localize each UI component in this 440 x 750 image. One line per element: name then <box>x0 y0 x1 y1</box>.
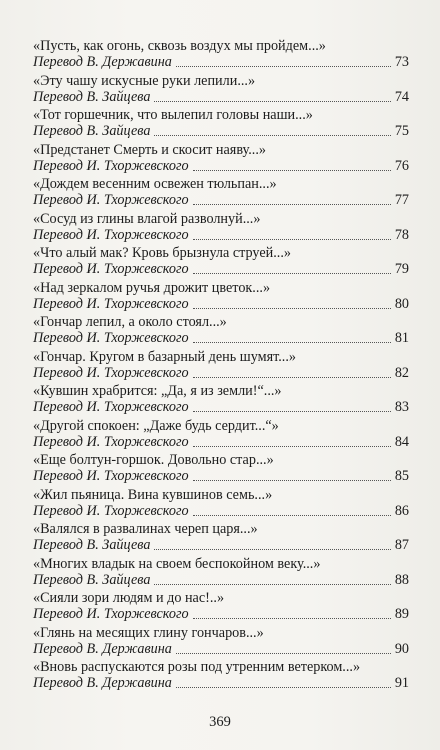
entry-page-number: 80 <box>394 295 409 312</box>
poem-first-line: «Многих владык на своем беспокойном веку...» <box>33 555 321 572</box>
dot-leader <box>154 134 390 136</box>
page-number: 369 <box>209 714 231 730</box>
translator-line <box>33 503 409 519</box>
translator-line <box>33 192 409 208</box>
entry-page-number: 77 <box>394 192 409 208</box>
toc-entry <box>33 314 409 349</box>
toc-entry <box>33 590 409 625</box>
toc-entry <box>33 625 409 660</box>
translator-credit: Перевод И. Тхоржевского <box>33 261 189 277</box>
entry-page-number: 82 <box>394 364 409 381</box>
translator-line <box>33 537 409 553</box>
toc-entry <box>33 211 409 246</box>
toc-entry <box>33 280 409 315</box>
entry-page-number: 81 <box>394 330 409 346</box>
toc-entry <box>33 487 409 522</box>
poem-first-line: «Сосуд из глины влагой разволнуй...» <box>33 210 261 227</box>
dot-leader <box>193 445 391 447</box>
toc-entry <box>33 107 409 142</box>
translator-credit: Перевод В. Зайцева <box>33 571 151 588</box>
toc-entry <box>33 418 409 453</box>
entry-page-number: 85 <box>394 468 409 484</box>
poem-first-line: «Гончар лепил, а около стоял...» <box>33 314 227 330</box>
toc-entry <box>33 556 409 591</box>
translator-credit: Перевод И. Тхоржевского <box>33 364 189 381</box>
translator-credit: Перевод И. Тхоржевского <box>33 399 189 415</box>
dot-leader <box>193 307 391 309</box>
translator-line <box>33 158 409 174</box>
dot-leader <box>193 376 391 378</box>
poem-first-line: «Пусть, как огонь, сквозь воздух мы пройдем...» <box>33 38 326 54</box>
translator-line <box>33 227 409 243</box>
dot-leader <box>193 410 391 412</box>
poem-first-line: «Жил пьяница. Вина кувшинов семь...» <box>33 486 273 503</box>
poem-first-line: «Предстанет Смерть и скосит наяву...» <box>33 141 266 158</box>
poem-first-line: «Еще болтун-горшок. Довольно стар...» <box>33 452 274 468</box>
entry-page-number: 79 <box>394 261 409 277</box>
dot-leader <box>193 203 391 205</box>
dot-leader <box>176 65 391 67</box>
entry-page-number: 91 <box>394 675 409 691</box>
dot-leader <box>193 238 391 240</box>
translator-credit: Перевод В. Державина <box>33 640 172 657</box>
dot-leader <box>154 583 390 585</box>
entry-page-number: 84 <box>394 433 409 450</box>
dot-leader <box>193 617 391 619</box>
toc-entry <box>33 383 409 418</box>
poem-first-line: «Над зеркалом ручья дрожит цветок...» <box>33 279 271 296</box>
translator-line <box>33 572 409 588</box>
translator-line <box>33 641 409 657</box>
translator-line <box>33 296 409 312</box>
dot-leader <box>193 169 391 171</box>
entry-page-number: 74 <box>394 88 409 105</box>
dot-leader <box>193 272 391 274</box>
translator-credit: Перевод В. Зайцева <box>33 123 151 139</box>
translator-credit: Перевод И. Тхоржевского <box>33 157 189 174</box>
poem-first-line: «Кувшин храбрится: „Да, я из земли!“...» <box>33 383 282 399</box>
translator-credit: Перевод В. Зайцева <box>33 88 151 105</box>
translator-line <box>33 89 409 105</box>
translator-credit: Перевод И. Тхоржевского <box>33 468 189 484</box>
entry-page-number: 90 <box>394 640 409 657</box>
translator-line <box>33 399 409 415</box>
toc-entry <box>33 176 409 211</box>
toc-entry <box>33 142 409 177</box>
translator-credit: Перевод И. Тхоржевского <box>33 330 189 346</box>
translator-credit: Перевод В. Державина <box>33 675 172 691</box>
translator-line <box>33 54 409 70</box>
entry-page-number: 83 <box>394 399 409 415</box>
entry-page-number: 86 <box>394 502 409 519</box>
entry-page-number: 88 <box>394 571 409 588</box>
entry-page-number: 89 <box>394 606 409 622</box>
entry-page-number: 78 <box>394 226 409 243</box>
translator-line <box>33 675 409 691</box>
translator-credit: Перевод И. Тхоржевского <box>33 433 189 450</box>
toc-entry <box>33 521 409 556</box>
translator-line <box>33 123 409 139</box>
entry-page-number: 75 <box>394 123 409 139</box>
translator-credit: Перевод В. Державина <box>33 54 172 70</box>
toc-entry <box>33 245 409 280</box>
poem-first-line: «Валялся в развалинах череп царя...» <box>33 521 258 537</box>
poem-first-line: «Сияли зори людям и до нас!..» <box>33 590 225 606</box>
entry-page-number: 87 <box>394 537 409 553</box>
dot-leader <box>154 100 390 102</box>
translator-credit: Перевод И. Тхоржевского <box>33 295 189 312</box>
toc-entry <box>33 38 409 73</box>
poem-first-line: «Гончар. Кругом в базарный день шумят...» <box>33 348 296 365</box>
translator-credit: Перевод И. Тхоржевского <box>33 226 189 243</box>
poem-first-line: «Что алый мак? Кровь брызнула струей...» <box>33 245 291 261</box>
dot-leader <box>176 686 391 688</box>
table-of-contents <box>33 38 409 694</box>
entry-page-number: 76 <box>394 157 409 174</box>
translator-credit: Перевод В. Зайцева <box>33 537 151 553</box>
poem-first-line: «Дождем весенним освежен тюльпан...» <box>33 176 277 192</box>
translator-line <box>33 606 409 622</box>
translator-credit: Перевод И. Тхоржевского <box>33 502 189 519</box>
translator-line <box>33 434 409 450</box>
translator-credit: Перевод И. Тхоржевского <box>33 192 189 208</box>
poem-first-line: «Эту чашу искусные руки лепили...» <box>33 72 256 89</box>
toc-entry <box>33 349 409 384</box>
entry-page-number: 73 <box>394 54 409 70</box>
translator-credit: Перевод И. Тхоржевского <box>33 606 189 622</box>
poem-first-line: «Вновь распускаются розы под утренним ветерком...» <box>33 659 361 675</box>
poem-first-line: «Глянь на месящих глину гончаров...» <box>33 624 264 641</box>
dot-leader <box>176 652 391 654</box>
dot-leader <box>193 479 391 481</box>
dot-leader <box>193 341 391 343</box>
toc-entry <box>33 659 409 694</box>
poem-first-line: «Другой спокоен: „Даже будь сердит...“» <box>33 417 279 434</box>
poem-first-line: «Тот горшечник, что вылепил головы наши...» <box>33 107 313 123</box>
dot-leader <box>193 514 391 516</box>
translator-line <box>33 468 409 484</box>
translator-line <box>33 261 409 277</box>
dot-leader <box>154 548 390 550</box>
toc-entry <box>33 452 409 487</box>
translator-line <box>33 330 409 346</box>
translator-line <box>33 365 409 381</box>
toc-entry <box>33 73 409 108</box>
